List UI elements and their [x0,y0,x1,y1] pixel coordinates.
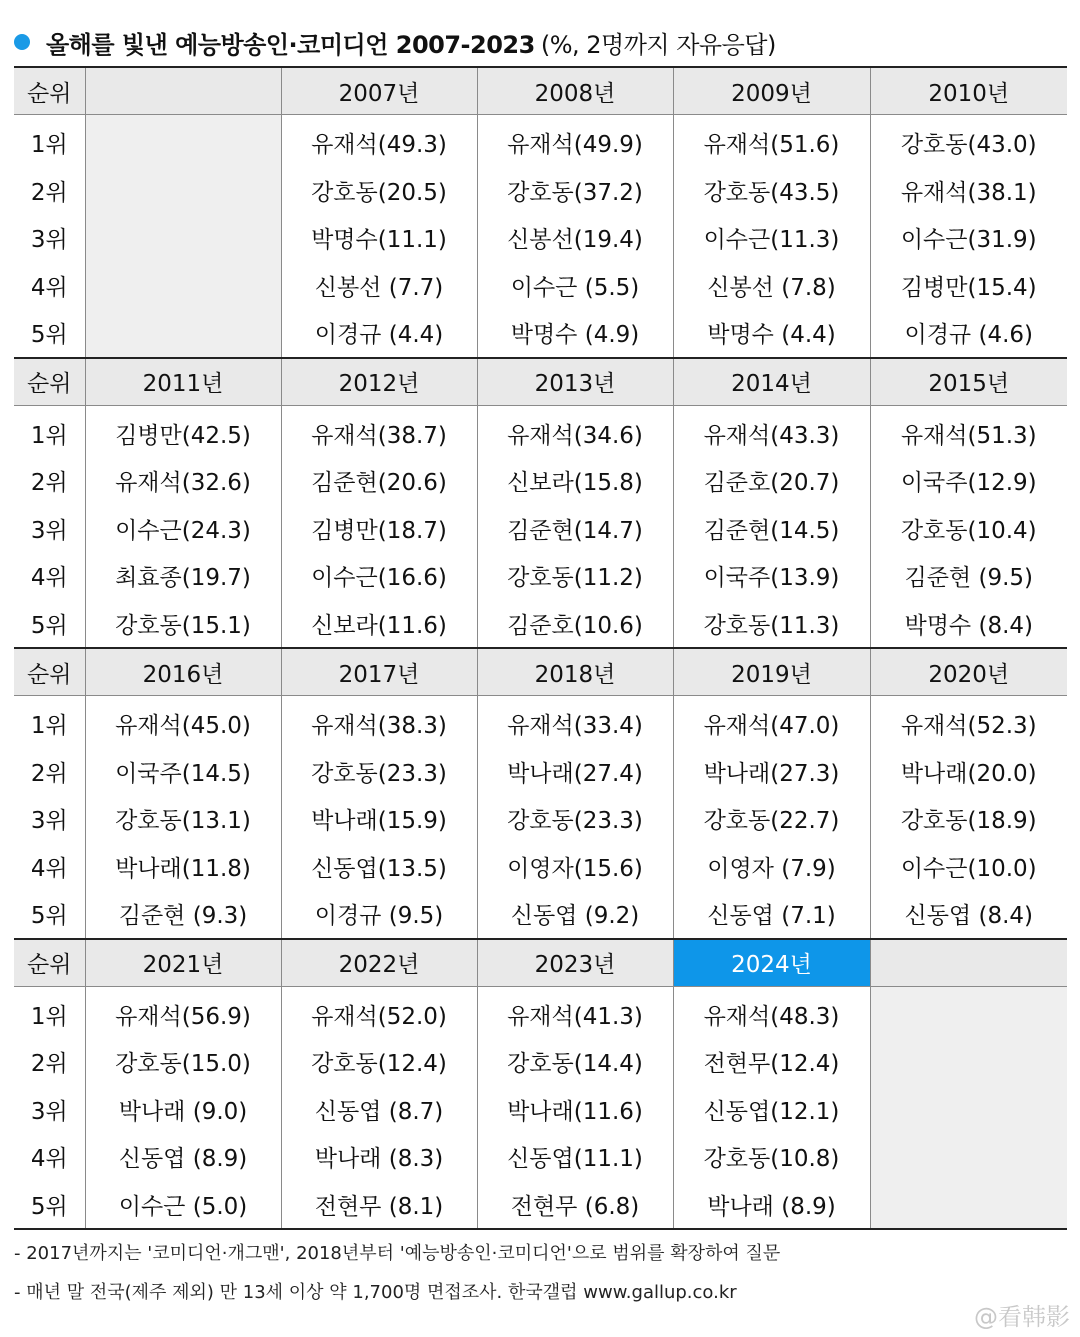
rank-cell: 2위 [30,760,68,787]
rank-cell: 5위 [30,1193,68,1220]
rank-header-cell: 순위 [14,648,85,696]
year-header-cell: 2020년 [870,648,1067,696]
rank-cell: 3위 [30,1098,68,1125]
entry-cell: 강호동(43.5) [673,167,870,215]
table-row [14,552,1067,600]
empty-cell [870,1038,1067,1086]
entry-cell: 강호동(10.8) [673,1133,870,1181]
entry-cell: 유재석(43.3) [673,405,870,457]
entry-cell: 김준현(14.7) [477,505,673,553]
entry-cell: 신동엽 (9.2) [477,890,673,939]
table-row [14,890,1067,939]
rank-cell: 4위 [30,855,68,882]
entry-cell: 유재석(41.3) [477,986,673,1038]
rank-cell: 5위 [30,612,68,639]
entry-cell: 신보라(15.8) [477,457,673,505]
year-header-cell: 2014년 [673,358,870,406]
rank-cell: 3위 [30,808,68,835]
rank-header-cell: 순위 [14,939,85,987]
entry-cell: 강호동(13.1) [85,795,281,843]
entry-cell: 강호동(11.3) [673,600,870,649]
entry-cell: 신동엽 (7.1) [673,890,870,939]
entry-cell: 박명수 (4.9) [477,309,673,358]
entry-cell: 강호동(23.3) [281,748,477,796]
rank-cell: 5위 [30,903,68,930]
entry-cell: 강호동(43.0) [870,115,1067,167]
entry-cell: 유재석(33.4) [477,696,673,748]
rank-cell: 2위 [30,179,68,206]
year-header-cell: 2021년 [85,939,281,987]
table-row [14,457,1067,505]
header-row [14,939,1067,987]
year-header-cell: 2007년 [281,67,477,115]
empty-cell [85,214,281,262]
entry-cell: 김병만(15.4) [870,262,1067,310]
year-header-cell: 2018년 [477,648,673,696]
entry-cell: 이수근 (5.0) [85,1181,281,1230]
entry-cell: 이수근(16.6) [281,552,477,600]
entry-cell: 이수근(11.3) [673,214,870,262]
entry-cell: 강호동(11.2) [477,552,673,600]
bullet-dot-icon [14,34,30,50]
header-row [14,358,1067,406]
table-row [14,600,1067,649]
empty-header-cell [85,67,281,115]
empty-cell [85,167,281,215]
table-row [14,986,1067,1038]
year-header-cell: 2012년 [281,358,477,406]
entry-cell: 유재석(51.6) [673,115,870,167]
entry-cell: 김준현 (9.3) [85,890,281,939]
entry-cell: 박명수(11.1) [281,214,477,262]
entry-cell: 강호동(37.2) [477,167,673,215]
rank-cell: 1위 [30,422,68,449]
table-row [14,167,1067,215]
year-header-cell: 2013년 [477,358,673,406]
entry-cell: 박나래(27.3) [673,748,870,796]
entry-cell: 김준현(20.6) [281,457,477,505]
entry-cell: 박나래(27.4) [477,748,673,796]
entry-cell: 유재석(38.1) [870,167,1067,215]
entry-cell: 유재석(32.6) [85,457,281,505]
entry-cell: 신봉선(19.4) [477,214,673,262]
year-header-cell: 2023년 [477,939,673,987]
footnote-method: - 매년 말 전국(제주 제외) 만 13세 이상 약 1,700명 면접조사. 한국갤럽 www.gallup.co.kr [14,1282,737,1303]
empty-cell [870,1086,1067,1134]
rank-cell: 1위 [30,1003,68,1030]
entry-cell: 이수근(24.3) [85,505,281,553]
entry-cell: 전현무(12.4) [673,1038,870,1086]
rank-cell: 3위 [30,227,68,254]
watermark [974,1297,1070,1332]
table-row [14,405,1067,457]
entry-cell: 이국주(13.9) [673,552,870,600]
entry-cell: 박나래 (8.3) [281,1133,477,1181]
entry-cell: 이수근(31.9) [870,214,1067,262]
rank-header-cell: 순위 [14,67,85,115]
entry-cell: 이영자(15.6) [477,843,673,891]
table-row [14,696,1067,748]
table-row [14,748,1067,796]
entry-cell: 유재석(38.3) [281,696,477,748]
entry-cell: 유재석(52.3) [870,696,1067,748]
year-header-cell: 2008년 [477,67,673,115]
entry-cell: 이수근(10.0) [870,843,1067,891]
empty-header-cell [870,939,1067,987]
entry-cell: 유재석(49.9) [477,115,673,167]
rank-cell: 2위 [30,1051,68,1078]
entry-cell: 신동엽(12.1) [673,1086,870,1134]
entry-cell: 이국주(14.5) [85,748,281,796]
rank-cell: 2위 [30,470,68,497]
table-row [14,1086,1067,1134]
entry-cell: 이경규 (4.4) [281,309,477,358]
header-row [14,648,1067,696]
entry-cell: 이수근 (5.5) [477,262,673,310]
table-row [14,115,1067,167]
title-subtitle: (%, 2명까지 자유응답) [540,30,776,59]
entry-cell: 박나래 (8.9) [673,1181,870,1230]
rank-cell: 3위 [30,517,68,544]
entry-cell: 이영자 (7.9) [673,843,870,891]
entry-cell: 유재석(49.3) [281,115,477,167]
table-row [14,843,1067,891]
entry-cell: 강호동(23.3) [477,795,673,843]
entry-cell: 신봉선 (7.7) [281,262,477,310]
entry-cell: 강호동(14.4) [477,1038,673,1086]
entry-cell: 신봉선 (7.8) [673,262,870,310]
entry-cell: 신보라(11.6) [281,600,477,649]
entry-cell: 전현무 (8.1) [281,1181,477,1230]
entry-cell: 박나래(20.0) [870,748,1067,796]
year-header-cell: 2011년 [85,358,281,406]
entry-cell: 전현무 (6.8) [477,1181,673,1230]
table-row [14,309,1067,358]
entry-cell: 박명수 (4.4) [673,309,870,358]
entry-cell: 신동엽 (8.7) [281,1086,477,1134]
year-header-cell: 2017년 [281,648,477,696]
entry-cell: 강호동(22.7) [673,795,870,843]
entry-cell: 김병만(18.7) [281,505,477,553]
rank-header-cell: 순위 [14,358,85,406]
entry-cell: 유재석(52.0) [281,986,477,1038]
rank-cell: 5위 [30,322,68,349]
entry-cell: 신동엽 (8.4) [870,890,1067,939]
table-row [14,262,1067,310]
table-row [14,1133,1067,1181]
entry-cell: 김준호(20.7) [673,457,870,505]
table-row [14,1038,1067,1086]
entry-cell: 유재석(48.3) [673,986,870,1038]
entry-cell: 최효종(19.7) [85,552,281,600]
entry-cell: 신동엽(13.5) [281,843,477,891]
year-header-cell: 2009년 [673,67,870,115]
entry-cell: 강호동(15.1) [85,600,281,649]
year-header-cell: 2024년 [673,939,870,987]
entry-cell: 강호동(10.4) [870,505,1067,553]
entry-cell: 박명수 (8.4) [870,600,1067,649]
entry-cell: 유재석(47.0) [673,696,870,748]
entry-cell: 유재석(34.6) [477,405,673,457]
entry-cell: 유재석(51.3) [870,405,1067,457]
year-header-cell: 2015년 [870,358,1067,406]
entry-cell: 이경규 (9.5) [281,890,477,939]
entry-cell: 김준현 (9.5) [870,552,1067,600]
entry-cell: 강호동(20.5) [281,167,477,215]
table-row [14,214,1067,262]
title-main: 올해를 빛낸 예능방송인·코미디언 2007-2023 [46,30,535,59]
entry-cell: 유재석(56.9) [85,986,281,1038]
empty-cell [85,115,281,167]
entry-cell: 강호동(18.9) [870,795,1067,843]
year-header-cell: 2010년 [870,67,1067,115]
entry-cell: 이경규 (4.6) [870,309,1067,358]
entry-cell: 박나래(11.8) [85,843,281,891]
rank-cell: 4위 [30,565,68,592]
year-header-cell: 2022년 [281,939,477,987]
ranking-table [14,66,1067,1230]
empty-cell [870,1181,1067,1230]
table-row [14,1181,1067,1230]
empty-cell [85,309,281,358]
entry-cell: 박나래 (9.0) [85,1086,281,1134]
rank-cell: 1위 [30,713,68,740]
footnotes [14,1234,780,1312]
year-header-cell: 2016년 [85,648,281,696]
entry-cell: 이국주(12.9) [870,457,1067,505]
entry-cell: 박나래(11.6) [477,1086,673,1134]
header-row [14,67,1067,115]
entry-cell: 김준현(14.5) [673,505,870,553]
page-title [14,24,776,60]
entry-cell: 유재석(38.7) [281,405,477,457]
year-header-cell: 2019년 [673,648,870,696]
footnote-scope: - 2017년까지는 '코미디언·개그맨', 2018년부터 '예능방송인·코미디언'으로 범위를 확장하여 질문 [14,1243,781,1264]
empty-cell [870,986,1067,1038]
table-row [14,505,1067,553]
entry-cell: 강호동(15.0) [85,1038,281,1086]
empty-cell [85,262,281,310]
entry-cell: 김준호(10.6) [477,600,673,649]
entry-cell: 김병만(42.5) [85,405,281,457]
rank-cell: 1위 [30,132,68,159]
entry-cell: 유재석(45.0) [85,696,281,748]
entry-cell: 신동엽(11.1) [477,1133,673,1181]
entry-cell: 신동엽 (8.9) [85,1133,281,1181]
empty-cell [870,1133,1067,1181]
entry-cell: 박나래(15.9) [281,795,477,843]
watermark-text: @看韩影 [974,1303,1070,1331]
rank-cell: 4위 [30,1146,68,1173]
rank-cell: 4위 [30,274,68,301]
entry-cell: 강호동(12.4) [281,1038,477,1086]
table-row [14,795,1067,843]
